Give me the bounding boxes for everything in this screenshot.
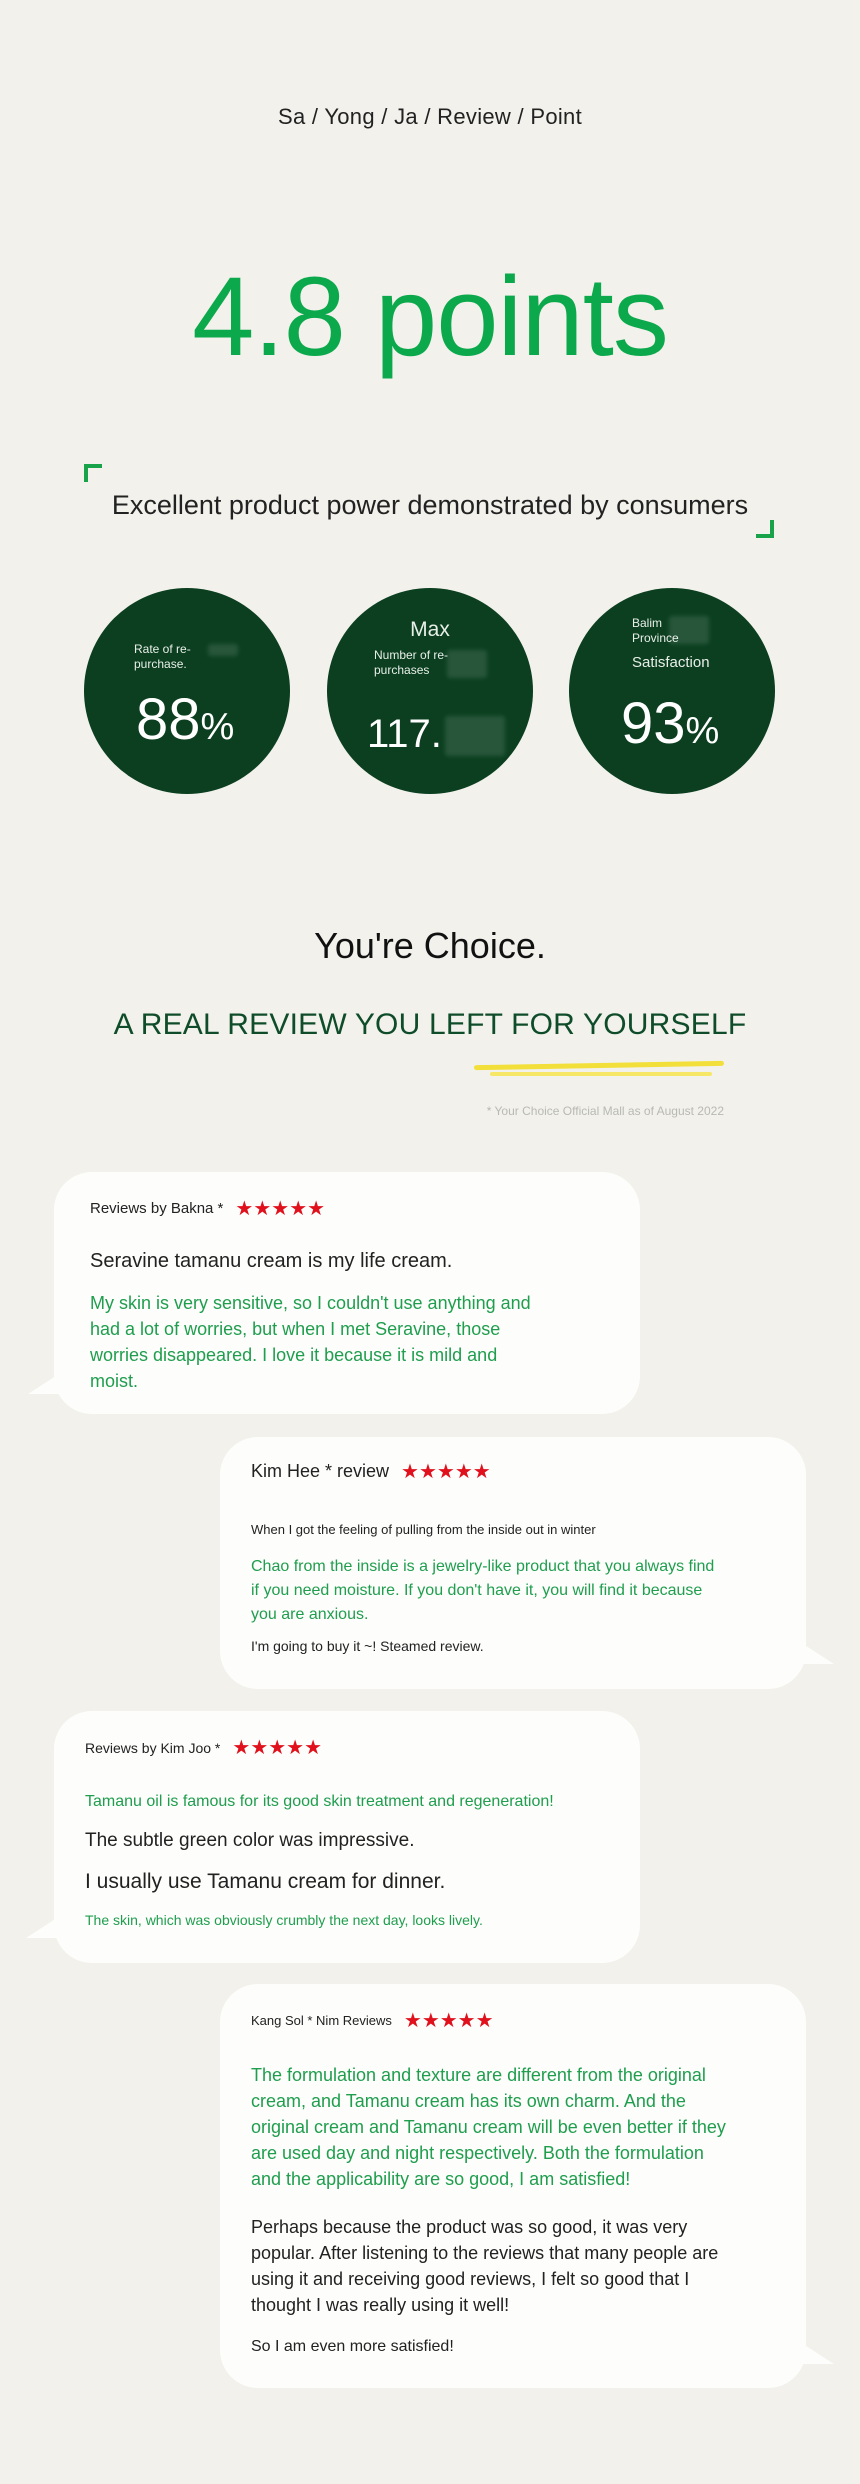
review-text — [251, 2062, 726, 2192]
reviewer-name: Reviews by Kim Joo * — [85, 1739, 221, 1756]
source-note: * Your Choice Official Mall as of August 2022 — [486, 1104, 724, 1118]
review-line: Tamanu oil is famous for its good skin treatment and regeneration! — [85, 1793, 554, 1810]
star-rating-icon: ★★★★★ — [401, 1461, 491, 1483]
rating-score: 4.8 points — [192, 254, 668, 379]
review-header — [90, 1196, 325, 1221]
section-title: You're Choice. — [314, 925, 546, 966]
review-line: The formulation and texture are different from the original — [251, 2065, 706, 2085]
stat-repurchase-count — [327, 588, 533, 794]
stat-value: 117. — [367, 712, 442, 756]
stat-number: 88 — [136, 687, 201, 752]
review-line: moist. — [90, 1371, 139, 1391]
reviewer-name: Kim Hee * review — [251, 1461, 390, 1481]
review-header — [251, 2008, 494, 2033]
blurred-text — [669, 616, 709, 644]
review-line: and the applicability are so good, I am satisfied! — [251, 2169, 631, 2189]
highlight-stroke — [490, 1072, 712, 1076]
review-header — [251, 1459, 491, 1484]
stat-label-line: Balim — [632, 616, 663, 630]
star-rating-icon: ★★★★★ — [232, 1737, 323, 1759]
stat-value — [136, 686, 234, 753]
review-line: My skin is very sensitive, so I couldn't use anything and — [90, 1293, 531, 1313]
stat-satisfaction — [569, 588, 775, 794]
review-line: Seravine tamanu cream is my life cream. — [90, 1250, 453, 1272]
review-line: you are anxious. — [251, 1606, 369, 1623]
review-line: are used day and night respectively. Both the formulation — [251, 2143, 704, 2163]
review-card — [54, 1172, 640, 1414]
blurred-text — [445, 716, 505, 756]
stat-value — [621, 690, 719, 757]
review-line: using it and receiving good reviews, I felt so good that I — [251, 2269, 690, 2289]
review-line: So I am even more satisfied! — [251, 2338, 454, 2355]
review-line: popular. After listening to the reviews that many people are — [251, 2243, 719, 2263]
review-header — [85, 1735, 322, 1760]
breadcrumb: Sa / Yong / Ja / Review / Point — [277, 104, 583, 129]
review-line: thought I was really using it well! — [251, 2295, 510, 2315]
review-text — [251, 2214, 718, 2318]
reviewer-name: Kang Sol * Nim Reviews — [251, 2013, 392, 2028]
stat-label — [134, 642, 191, 672]
reviewer-name: Reviews by Bakna * — [90, 1200, 224, 1217]
stat-top-label: Max — [410, 618, 450, 641]
review-text — [251, 1555, 714, 1627]
review-line: I usually use Tamanu cream for dinner. — [85, 1870, 446, 1893]
review-line: cream, and Tamanu cream has its own charm. And the — [251, 2091, 686, 2111]
stat-label-line: Province — [632, 631, 679, 645]
power-headline: Excellent product power demonstrated by consumers — [111, 490, 749, 520]
review-line: if you need moisture. If you don't have it, you will find it because — [251, 1582, 703, 1599]
highlight-stroke — [474, 1061, 724, 1070]
review-line: I'm going to buy it ~! Steamed review. — [251, 1638, 484, 1654]
corner-bracket-bottom-right — [756, 520, 774, 538]
review-text — [90, 1290, 531, 1394]
stat-repurchase-rate — [84, 588, 290, 794]
stat-label-line: purchases — [374, 663, 430, 677]
star-rating-icon: ★★★★★ — [235, 1198, 326, 1220]
review-line: original cream and Tamanu cream will be even better if they — [251, 2117, 726, 2137]
star-rating-icon: ★★★★★ — [403, 2010, 494, 2032]
review-card — [220, 1984, 806, 2388]
stat-unit: % — [200, 706, 235, 748]
review-line: worries disappeared. I love it because it is mild and — [90, 1345, 498, 1365]
review-card — [54, 1711, 640, 1963]
stat-label-satisfaction: Satisfaction — [632, 654, 710, 671]
review-line: Chao from the inside is a jewelry-like product that you always find — [251, 1558, 715, 1575]
blurred-text — [208, 644, 238, 656]
stat-label — [374, 648, 448, 678]
review-line: had a lot of worries, but when I met Seravine, those — [90, 1319, 501, 1339]
section-subtitle: A REAL REVIEW YOU LEFT FOR YOURSELF — [113, 1008, 747, 1041]
review-line: When I got the feeling of pulling from the inside out in winter — [251, 1522, 596, 1537]
review-line: The skin, which was obviously crumbly the next day, looks lively. — [85, 1912, 483, 1928]
stat-label-line: Number of re- — [374, 648, 449, 662]
review-line: Perhaps because the product was so good, it was very — [251, 2217, 688, 2237]
review-card — [220, 1437, 806, 1689]
stat-number: 93 — [621, 691, 686, 756]
review-line: The subtle green color was impressive. — [85, 1830, 415, 1851]
blurred-text — [447, 650, 487, 678]
stat-label-line: purchase. — [134, 657, 187, 671]
stat-unit: % — [685, 710, 720, 752]
corner-bracket-top-left — [84, 464, 102, 482]
stat-label-line: Rate of re- — [134, 642, 191, 656]
